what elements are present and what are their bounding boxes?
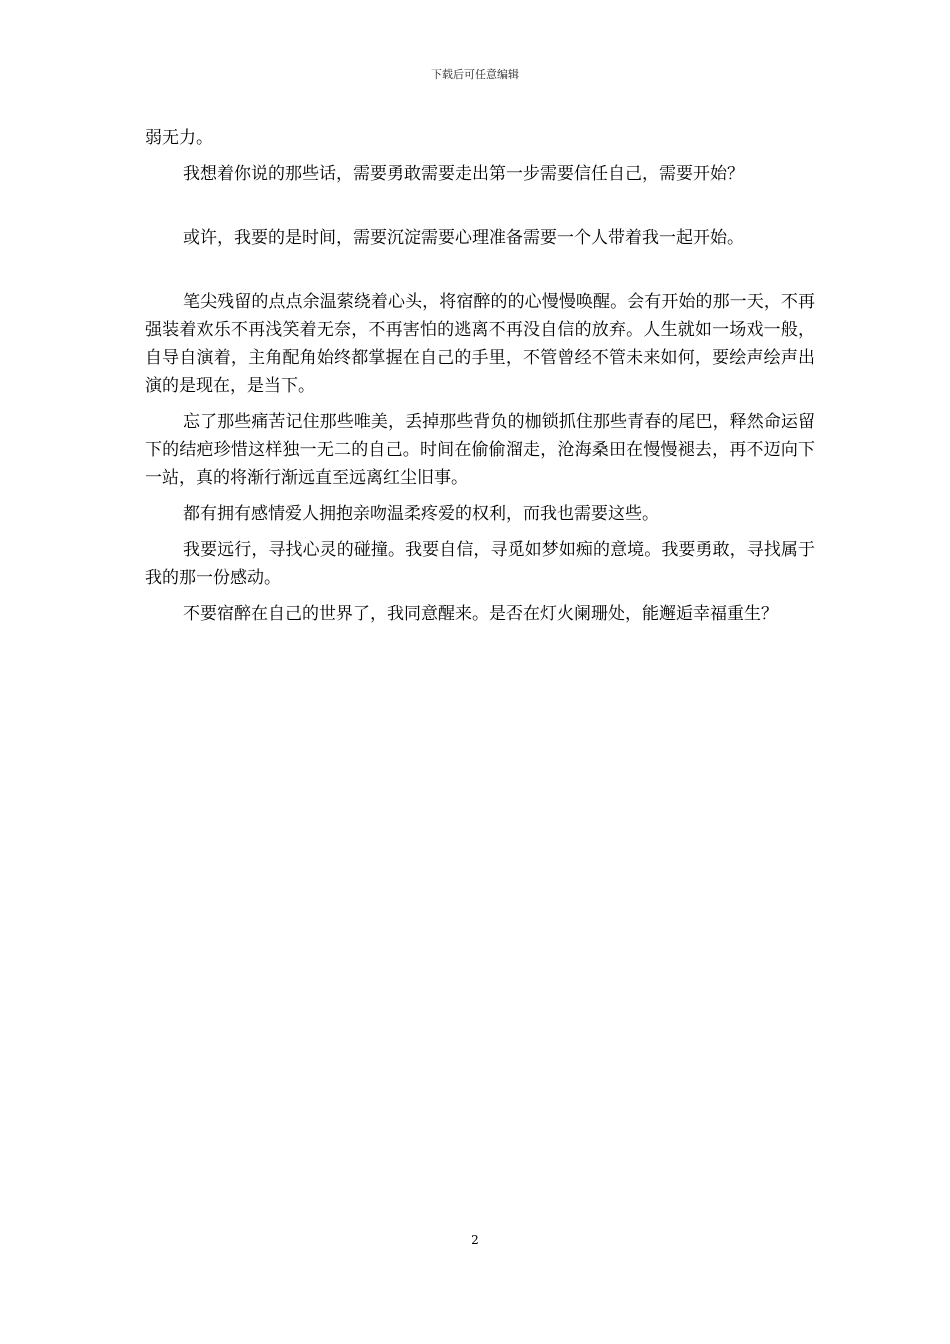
document-body (145, 124, 815, 636)
page-header: 下载后可任意编辑 (431, 68, 519, 81)
paragraph: 不要宿醉在自己的世界了，我同意醒来。是否在灯火阑珊处，能邂逅幸福重生？ (183, 604, 778, 624)
paragraph-continuation: 弱无力。 (145, 128, 213, 148)
paragraph: 我要远行，寻找心灵的碰撞。我要自信，寻觅如梦如痴的意境。我要勇敢，寻找属于我的那一份感动。 (145, 540, 815, 588)
paragraph: 或许，我要的是时间，需要沉淀需要心理准备需要一个人带着我一起开始。 (183, 228, 744, 248)
paragraph: 忘了那些痛苦记住那些唯美，丢掉那些背负的枷锁抓住那些青春的尾巴，释然命运留下的结疤珍惜这样独一无二的自己。时间在偷偷溜走，沧海桑田在慢慢褪去，再不迈向下一站，真的将渐行渐远直至远离红尘旧事。 (145, 412, 815, 488)
paragraph: 笔尖残留的点点余温萦绕着心头，将宿醉的的心慢慢唤醒。会有开始的那一天，不再强装着欢乐不再浅笑着无奈，不再害怕的逃离不再没自信的放弃。人生就如一场戏一般，自导自演着，主角配角始终都掌握在自己的手里，不管曾经不管未来如何，要绘声绘声出演的是现在，是当下。 (145, 292, 815, 396)
paragraph: 我想着你说的那些话，需要勇敢需要走出第一步需要信任自己，需要开始？ (183, 164, 744, 184)
paragraph: 都有拥有感情爱人拥抱亲吻温柔疼爱的权利，而我也需要这些。 (183, 504, 659, 524)
page-number: 2 (471, 1233, 479, 1247)
